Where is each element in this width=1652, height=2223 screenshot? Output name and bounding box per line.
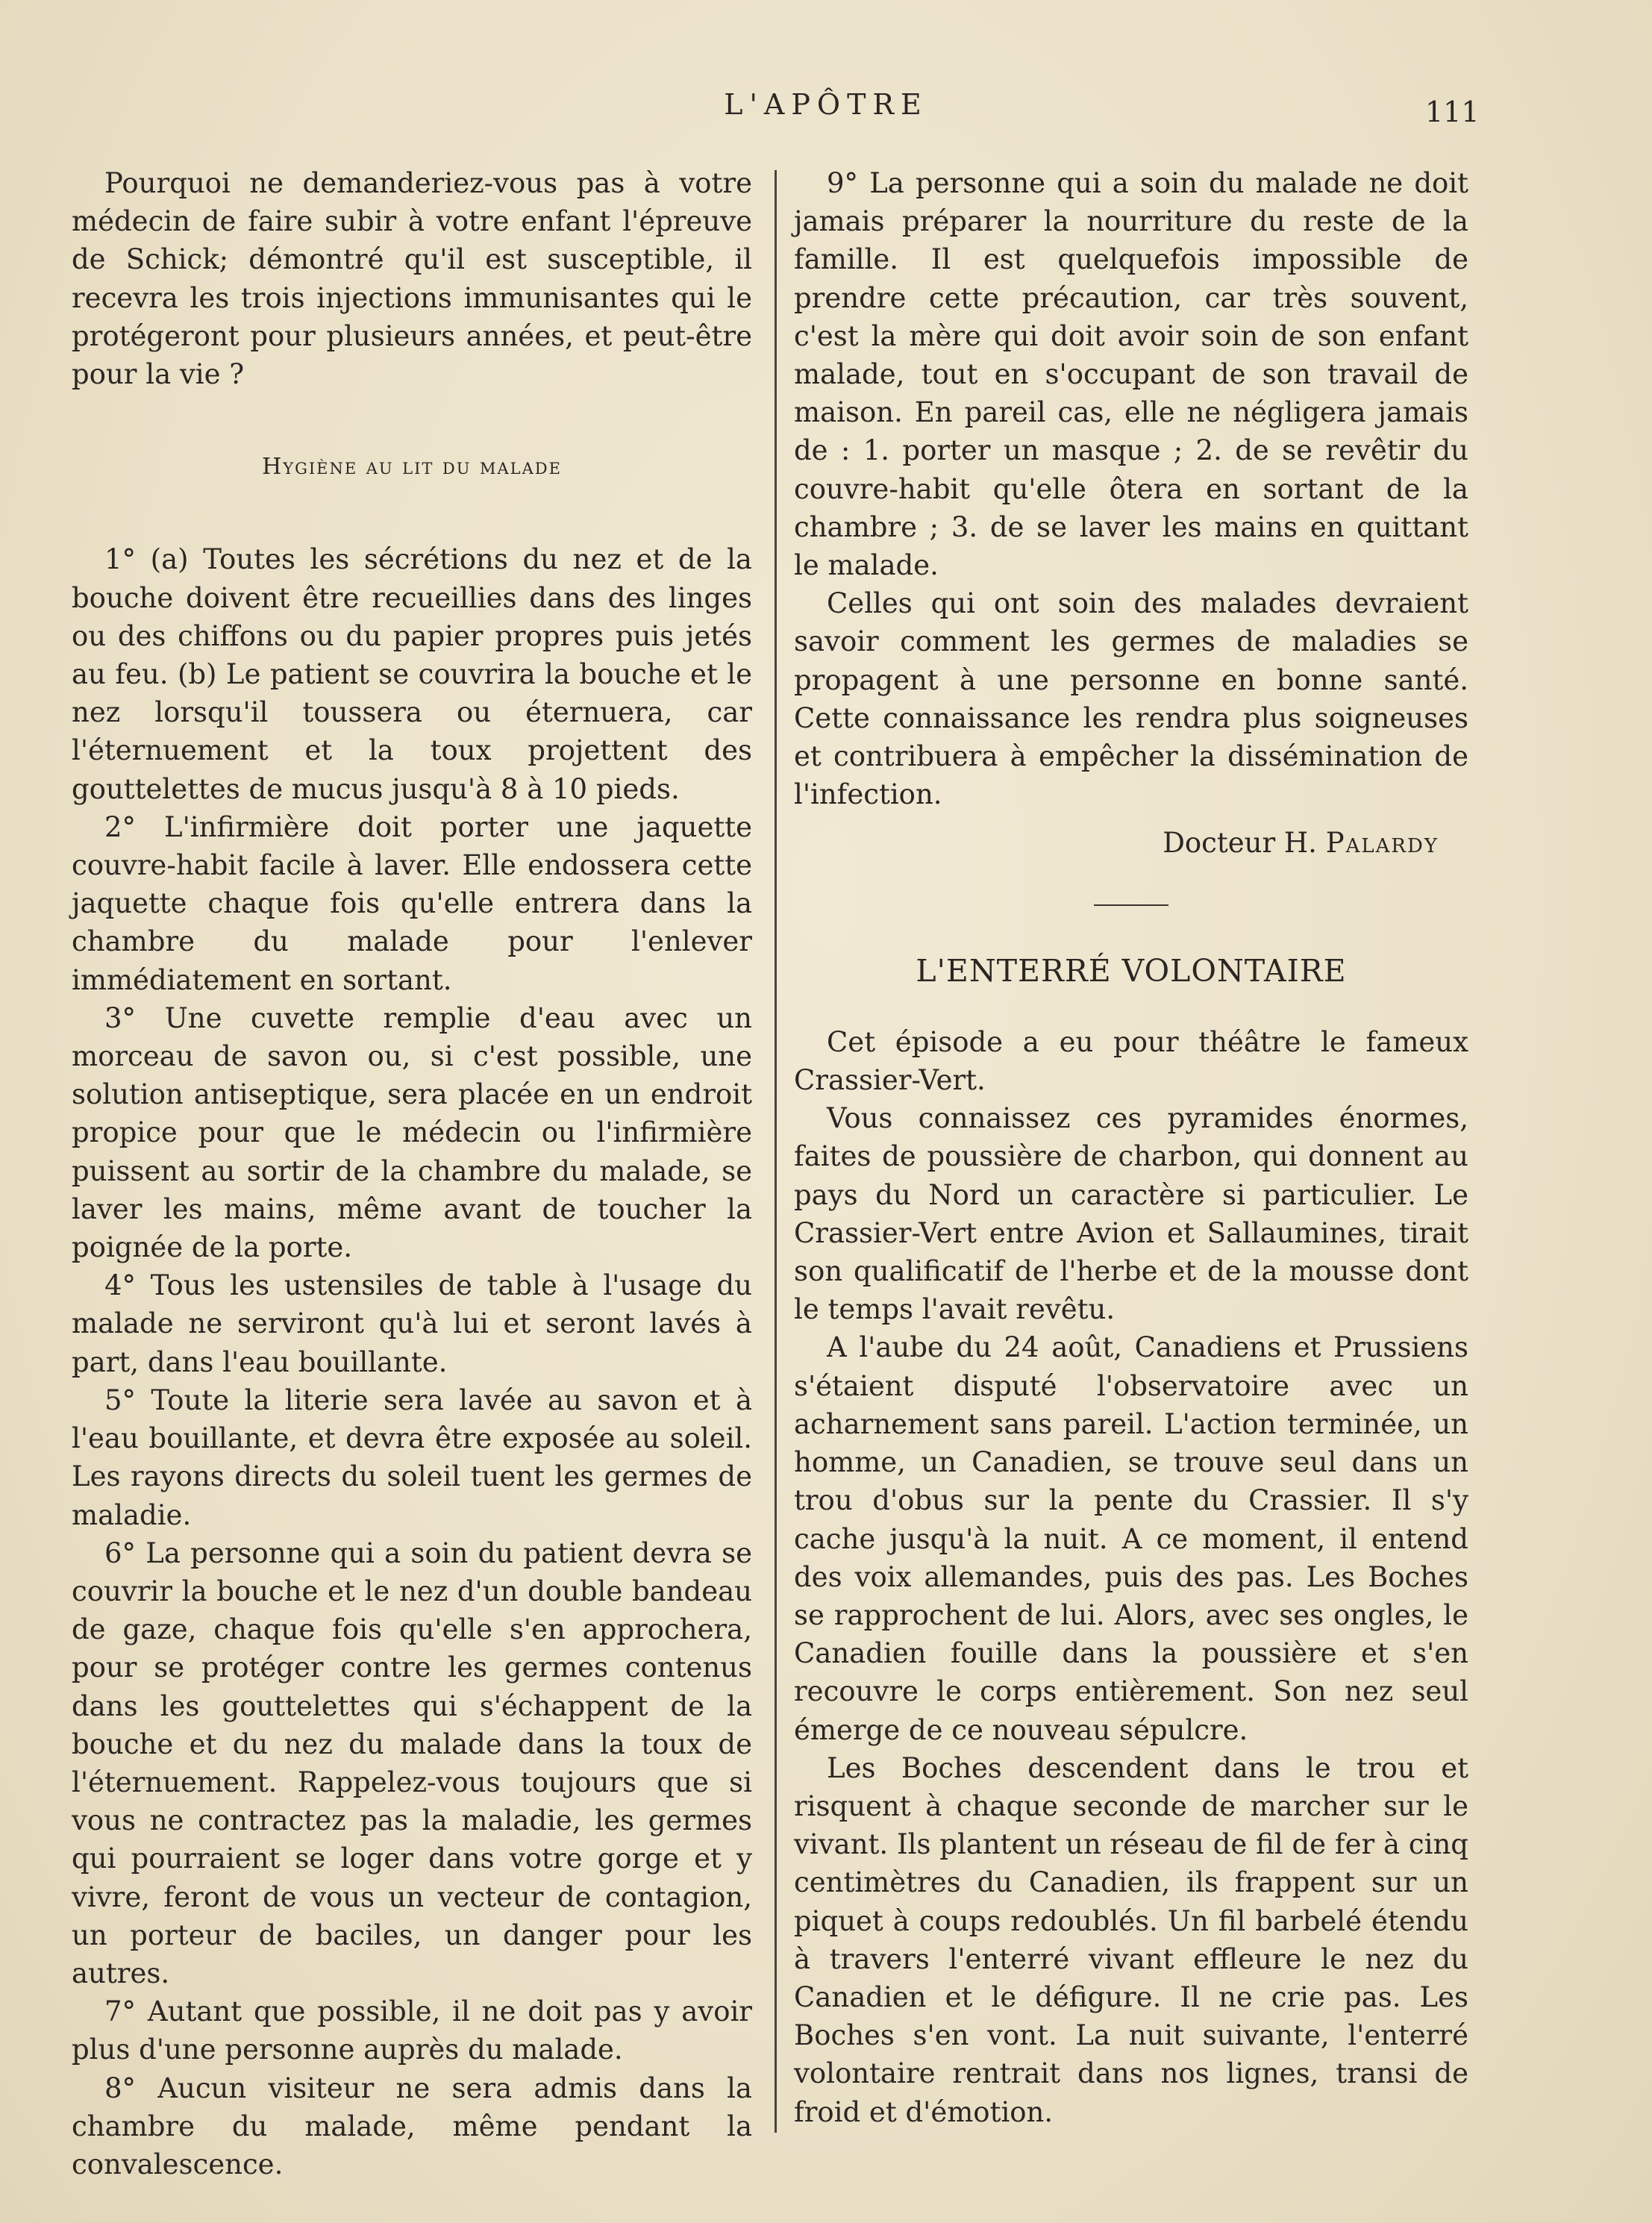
left-column [72, 164, 752, 2183]
hygiene-item-2: 2° L'infirmière doit porter une jaquette couvre-habit facile à laver. Elle endossera cette jaquette chaque fois qu'elle entrera dans la chambre du malade pour l'enlever immédiatement en sortant. [72, 810, 752, 996]
article-paragraph-4: Les Boches descendent dans le trou et risquent à chaque seconde de marcher sur le vivant. Ils plantent un réseau de fil de fer à cinq centimètres du Canadien, ils frappent sur un piquet à coups redoublés. Un fil barbelé étendu à travers l'enterré vivant effleure le nez du Canadien et le défigure. Il ne crie pas. Les Boches s'en vont. La nuit suivante, l'enterré volontaire rentrait dans nos lignes, transi de froid et d'émotion. [794, 1751, 1468, 2128]
signature-name: Palardy [1325, 827, 1439, 860]
hygiene-item-4: 4° Tous les ustensiles de table à l'usage du malade ne serviront qu'à lui et seront lavés à part, dans l'eau bouillante. [72, 1269, 752, 1378]
signature-prefix: Docteur H. [1163, 827, 1317, 860]
article-paragraph-2: Vous connaissez ces pyramides énormes, faites de poussière de charbon, qui donnent au pays du Nord un caractère si particulier. Le Crassier-Vert entre Avion et Sallaumines, tirait son qualificatif de l'herbe et de la mousse dont le temps l'avait revêtu. [794, 1102, 1468, 1326]
closing-paragraph: Celles qui ont soin des malades devraient savoir comment les germes de maladies se propagent à une personne en bonne santé. Cette connaissance les rendra plus soigneuses et contribuera à empêcher la dissémination de l'infection. [794, 587, 1468, 811]
section-heading: Hygiène au lit du malade [262, 454, 562, 481]
right-column [794, 164, 1468, 2131]
hygiene-item-6: 6° La personne qui a soin du patient devra se couvrir la bouche et le nez d'un double bandeau de gaze, chaque fois qu'elle s'en approchera, pour se protéger contre les germes contenus dans les gouttelettes qui s'échappent de la bouche et du nez du malade dans la toux de l'éternuement. Rappelez-vous toujours que si vous ne contractez pas la maladie, les germes qui pourraient se loger dans votre gorge et y vivre, feront de vous un vecteur de contagion, un porteur de baciles, un danger pour les autres. [72, 1536, 752, 1989]
running-header-title: L'APÔTRE [724, 88, 928, 121]
hygiene-item-8: 8° Aucun visiteur ne sera admis dans la chambre du malade, même pendant la convalescence. [72, 2072, 752, 2180]
article-paragraph-3: A l'aube du 24 août, Canadiens et Prussiens s'étaient disputé l'observatoire avec un acharnement sans pareil. L'action terminée, un homme, un Canadien, se trouve seul dans un trou d'obus sur la pente du Crassier. Il s'y cache jusqu'à la nuit. A ce moment, il entend des voix allemandes, puis des pas. Les Boches se rapprochent de lui. Alors, avec ses ongles, le Canadien fouille dans la poussière et s'en recouvre le corps entièrement. Son nez seul émerge de ce nouveau sépulcre. [794, 1331, 1468, 1746]
article-title: L'ENTERRÉ VOLONTAIRE [916, 952, 1347, 989]
column-divider [775, 170, 777, 2133]
hygiene-item-1: 1° (a) Toutes les sécrétions du nez et de la bouche doivent être recueillies dans des linges ou des chiffons ou du papier propres puis jetés au feu. (b) Le patient se couvrira la bouche et le nez lorsqu'il toussera ou éternuera, car l'éternuement et la toux projettent des gouttelettes de mucus jusqu'à 8 à 10 pieds. [72, 543, 752, 805]
hygiene-item-9: 9° La personne qui a soin du malade ne doit jamais préparer la nourriture du reste de la famille. Il est quelquefois impossible de prendre cette précaution, car très souvent, c'est la mère qui doit avoir soin de son enfant malade, tout en s'occupant de son travail de maison. En pareil cas, elle ne négligera jamais de : 1. porter un masque ; 2. de se revêtir du couvre-habit qu'elle ôtera en sortant de la chambre ; 3. de se laver les mains en quittant le malade. [794, 167, 1468, 582]
article-paragraph-1: Cet épisode a eu pour théâtre le fameux Crassier-Vert. [794, 1025, 1468, 1097]
hygiene-item-5: 5° Toute la literie sera lavée au savon et à l'eau bouillante, et devra être exposée au soleil. Les rayons directs du soleil tuent les germes de maladie. [72, 1383, 752, 1531]
page-number: 111 [1425, 96, 1480, 128]
section-rule [1094, 904, 1168, 906]
intro-paragraph: Pourquoi ne demanderiez-vous pas à votre médecin de faire subir à votre enfant l'épreuve de Schick; démontré qu'il est susceptible, il recevra les trois injections immunisantes qui le protégeront pour plusieurs années, et peut-être pour la vie ? [72, 167, 752, 391]
hygiene-item-3: 3° Une cuvette remplie d'eau avec un morceau de savon ou, si c'est possible, une solution antiseptique, sera placée en un endroit propice pour que le médecin ou l'infirmière puissent au sortir de la chambre du malade, se laver les mains, même avant de toucher la poignée de la porte. [72, 1001, 752, 1264]
author-signature [794, 824, 1468, 862]
hygiene-item-7: 7° Autant que possible, il ne doit pas y avoir plus d'une personne auprès du malade. [72, 1995, 752, 2066]
